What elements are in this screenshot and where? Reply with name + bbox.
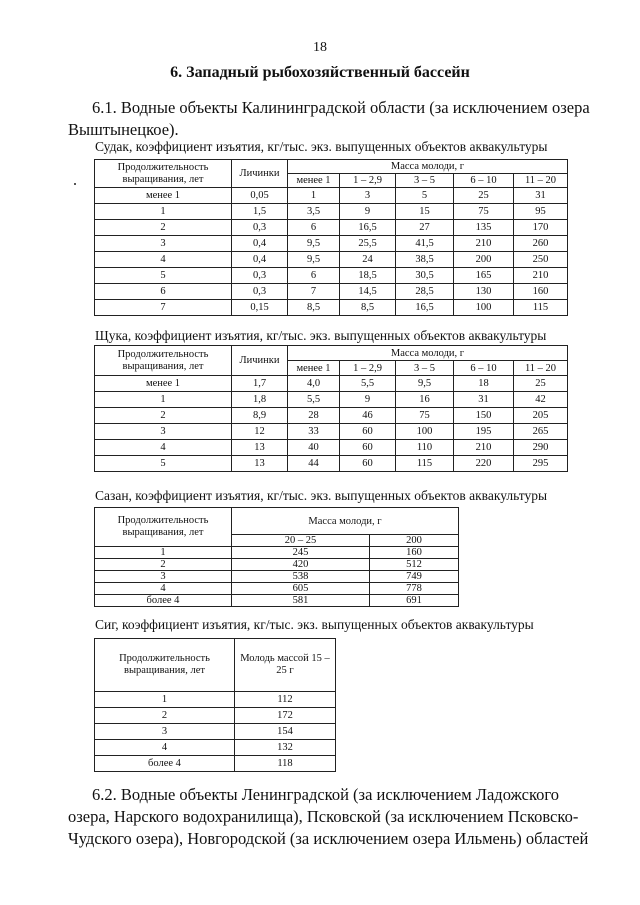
table-row <box>95 740 336 756</box>
value-cell: 5,5 <box>340 376 396 392</box>
value-cell: 31 <box>514 188 568 204</box>
duration-header: Продолжительность выращивания, лет <box>95 160 232 188</box>
value-cell: 295 <box>514 456 568 472</box>
value-cell: 42 <box>514 392 568 408</box>
value-cell: 512 <box>370 559 459 571</box>
value-cell: 250 <box>514 252 568 268</box>
value-cell: 118 <box>235 756 336 772</box>
value-cell: 9,5 <box>288 236 340 252</box>
mass-column-header: 3 – 5 <box>396 361 454 376</box>
value-cell: 0,05 <box>232 188 288 204</box>
mass-header: Молодь массой 15 – 25 г <box>235 639 336 692</box>
value-cell: 165 <box>454 268 514 284</box>
table-row <box>95 708 336 724</box>
duration-cell: 2 <box>95 559 232 571</box>
value-cell: 30,5 <box>396 268 454 284</box>
table-row <box>95 756 336 772</box>
duration-cell: 1 <box>95 204 232 220</box>
duration-header: Продолжительность выращивания, лет <box>95 346 232 376</box>
table-row <box>95 188 568 204</box>
value-cell: 8,5 <box>340 300 396 316</box>
value-cell: 210 <box>514 268 568 284</box>
duration-cell: 1 <box>95 392 232 408</box>
value-cell: 9 <box>340 204 396 220</box>
duration-cell: 1 <box>95 547 232 559</box>
section-title: 6. Западный рыбохозяйственный бассейн <box>170 64 470 81</box>
value-cell: 210 <box>454 440 514 456</box>
value-cell: 9,5 <box>288 252 340 268</box>
mass-column-header: менее 1 <box>288 174 340 188</box>
duration-cell: более 4 <box>95 756 235 772</box>
value-cell: 154 <box>235 724 336 740</box>
value-cell: 5 <box>396 188 454 204</box>
table-row <box>95 252 568 268</box>
value-cell: 38,5 <box>396 252 454 268</box>
value-cell: 75 <box>454 204 514 220</box>
value-cell: 18 <box>454 376 514 392</box>
duration-cell: 4 <box>95 583 232 595</box>
mass-column-header: 6 – 10 <box>454 174 514 188</box>
value-cell: 200 <box>454 252 514 268</box>
duration-cell: 2 <box>95 408 232 424</box>
paragraph-line: Выштынецкое). <box>68 120 179 139</box>
duration-cell: 2 <box>95 708 235 724</box>
value-cell: 605 <box>232 583 370 595</box>
paragraph-line: 6.2. Водные объекты Ленинградской (за исключением Ладожского <box>92 785 560 804</box>
value-cell: 33 <box>288 424 340 440</box>
paragraph-6-1 <box>68 97 597 141</box>
value-cell: 60 <box>340 440 396 456</box>
duration-cell: 3 <box>95 424 232 440</box>
value-cell: 14,5 <box>340 284 396 300</box>
value-cell: 27 <box>396 220 454 236</box>
duration-cell: 5 <box>95 268 232 284</box>
value-cell: 28 <box>288 408 340 424</box>
value-cell: 3,5 <box>288 204 340 220</box>
value-cell: 13 <box>232 440 288 456</box>
paragraph-6-2 <box>68 784 597 850</box>
table-row <box>95 583 459 595</box>
value-cell: 16 <box>396 392 454 408</box>
value-cell: 16,5 <box>396 300 454 316</box>
shchuka-table <box>94 345 568 472</box>
table-row <box>95 236 568 252</box>
table-row <box>95 408 568 424</box>
value-cell: 290 <box>514 440 568 456</box>
larvae-header: Личинки <box>232 160 288 188</box>
value-cell: 0,4 <box>232 236 288 252</box>
value-cell: 75 <box>396 408 454 424</box>
value-cell: 28,5 <box>396 284 454 300</box>
value-cell: 172 <box>235 708 336 724</box>
value-cell: 1 <box>288 188 340 204</box>
value-cell: 210 <box>454 236 514 252</box>
value-cell: 115 <box>514 300 568 316</box>
value-cell: 160 <box>370 547 459 559</box>
table-row <box>95 424 568 440</box>
mass-header: Масса молоди, г <box>288 346 568 361</box>
table-row <box>95 440 568 456</box>
value-cell: 31 <box>454 392 514 408</box>
mass-column-header: 1 – 2,9 <box>340 174 396 188</box>
mass-header: Масса молоди, г <box>232 508 459 535</box>
duration-cell: 3 <box>95 724 235 740</box>
sudak-caption: Судак, коэффициент изъятия, кг/тыс. экз. выпущенных объектов аквакультуры <box>95 139 548 154</box>
mass-column-header: 11 – 20 <box>514 174 568 188</box>
table-row <box>95 268 568 284</box>
paragraph-line: озера, Нарского водохранилища), Псковской (за исключением Псковско- <box>68 807 579 826</box>
value-cell: 7 <box>288 284 340 300</box>
value-cell: 0,4 <box>232 252 288 268</box>
table-row <box>95 559 459 571</box>
value-cell: 115 <box>396 456 454 472</box>
shchuka-caption: Щука, коэффициент изъятия, кг/тыс. экз. выпущенных объектов аквакультуры <box>95 328 547 343</box>
table-row <box>95 284 568 300</box>
value-cell: 16,5 <box>340 220 396 236</box>
duration-header: Продолжительность выращивания, лет <box>95 508 232 547</box>
value-cell: 245 <box>232 547 370 559</box>
value-cell: 1,7 <box>232 376 288 392</box>
sig-table <box>94 638 336 772</box>
value-cell: 691 <box>370 595 459 607</box>
sazan-caption: Сазан, коэффициент изъятия, кг/тыс. экз. выпущенных объектов аквакультуры <box>95 488 548 503</box>
table-row <box>95 300 568 316</box>
value-cell: 15 <box>396 204 454 220</box>
value-cell: 25,5 <box>340 236 396 252</box>
page-number: 18 <box>313 40 327 55</box>
table-row <box>95 456 568 472</box>
table-row <box>95 595 459 607</box>
value-cell: 8,5 <box>288 300 340 316</box>
value-cell: 6 <box>288 220 340 236</box>
value-cell: 538 <box>232 571 370 583</box>
value-cell: 1,8 <box>232 392 288 408</box>
value-cell: 135 <box>454 220 514 236</box>
value-cell: 12 <box>232 424 288 440</box>
duration-cell: 7 <box>95 300 232 316</box>
table-row <box>95 547 459 559</box>
scan-speck <box>74 183 76 185</box>
table-row <box>95 220 568 236</box>
value-cell: 0,3 <box>232 284 288 300</box>
value-cell: 0,3 <box>232 268 288 284</box>
value-cell: 110 <box>396 440 454 456</box>
duration-cell: 4 <box>95 252 232 268</box>
mass-column-header: 20 – 25 <box>232 535 370 547</box>
value-cell: 150 <box>454 408 514 424</box>
value-cell: 420 <box>232 559 370 571</box>
value-cell: 95 <box>514 204 568 220</box>
mass-column-header: менее 1 <box>288 361 340 376</box>
value-cell: 5,5 <box>288 392 340 408</box>
duration-cell: 5 <box>95 456 232 472</box>
sig-caption: Сиг, коэффициент изъятия, кг/тыс. экз. выпущенных объектов аквакультуры <box>95 617 534 632</box>
value-cell: 9,5 <box>396 376 454 392</box>
value-cell: 778 <box>370 583 459 595</box>
duration-cell: 3 <box>95 571 232 583</box>
duration-cell: 4 <box>95 440 232 456</box>
sazan-table <box>94 507 459 607</box>
value-cell: 749 <box>370 571 459 583</box>
value-cell: 46 <box>340 408 396 424</box>
value-cell: 44 <box>288 456 340 472</box>
table-row <box>95 376 568 392</box>
value-cell: 60 <box>340 456 396 472</box>
value-cell: 1,5 <box>232 204 288 220</box>
duration-cell: 4 <box>95 740 235 756</box>
duration-cell: менее 1 <box>95 376 232 392</box>
value-cell: 220 <box>454 456 514 472</box>
duration-cell: менее 1 <box>95 188 232 204</box>
mass-column-header: 1 – 2,9 <box>340 361 396 376</box>
value-cell: 24 <box>340 252 396 268</box>
value-cell: 130 <box>454 284 514 300</box>
larvae-header: Личинки <box>232 346 288 376</box>
value-cell: 160 <box>514 284 568 300</box>
duration-cell: более 4 <box>95 595 232 607</box>
table-row <box>95 571 459 583</box>
value-cell: 260 <box>514 236 568 252</box>
mass-header: Масса молоди, г <box>288 160 568 174</box>
value-cell: 41,5 <box>396 236 454 252</box>
value-cell: 132 <box>235 740 336 756</box>
value-cell: 112 <box>235 692 336 708</box>
value-cell: 18,5 <box>340 268 396 284</box>
mass-column-header: 3 – 5 <box>396 174 454 188</box>
duration-header: Продолжительность выращивания, лет <box>95 639 235 692</box>
table-row <box>95 204 568 220</box>
value-cell: 40 <box>288 440 340 456</box>
value-cell: 13 <box>232 456 288 472</box>
value-cell: 25 <box>514 376 568 392</box>
table-row <box>95 692 336 708</box>
duration-cell: 2 <box>95 220 232 236</box>
mass-column-header: 11 – 20 <box>514 361 568 376</box>
paragraph-line: Чудского озера), Новгородской (за исключением озера Ильмень) областей <box>68 829 589 848</box>
sudak-table <box>94 159 568 316</box>
value-cell: 265 <box>514 424 568 440</box>
value-cell: 25 <box>454 188 514 204</box>
table-row <box>95 392 568 408</box>
value-cell: 205 <box>514 408 568 424</box>
value-cell: 100 <box>396 424 454 440</box>
value-cell: 581 <box>232 595 370 607</box>
duration-cell: 1 <box>95 692 235 708</box>
paragraph-line: 6.1. Водные объекты Калининградской области (за исключением озера <box>92 98 590 117</box>
table-row <box>95 724 336 740</box>
value-cell: 6 <box>288 268 340 284</box>
value-cell: 100 <box>454 300 514 316</box>
value-cell: 8,9 <box>232 408 288 424</box>
value-cell: 4,0 <box>288 376 340 392</box>
duration-cell: 6 <box>95 284 232 300</box>
value-cell: 170 <box>514 220 568 236</box>
duration-cell: 3 <box>95 236 232 252</box>
value-cell: 9 <box>340 392 396 408</box>
value-cell: 60 <box>340 424 396 440</box>
value-cell: 0,15 <box>232 300 288 316</box>
value-cell: 3 <box>340 188 396 204</box>
mass-column-header: 200 <box>370 535 459 547</box>
value-cell: 195 <box>454 424 514 440</box>
mass-column-header: 6 – 10 <box>454 361 514 376</box>
value-cell: 0,3 <box>232 220 288 236</box>
